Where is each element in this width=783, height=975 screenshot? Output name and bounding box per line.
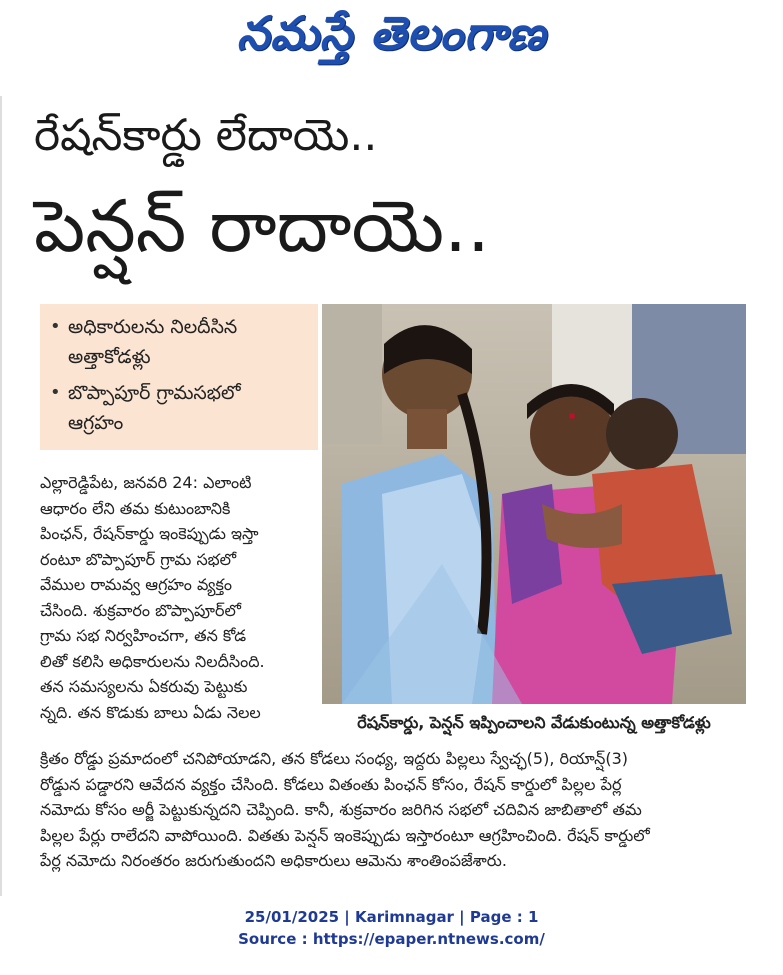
article-line: పిల్లల పేర్లు రాలేదని వాపోయింది. వితతు పెన్షన్ ఇంకెప్పుడు ఇస్తారంటూ ఆగ్రహించింది. రేషన్ కార్డులో [40,825,650,845]
masthead [0,0,783,78]
article-line: తన సమస్యలను ఏకరువు పెట్టుకు [40,677,248,696]
article-line: రంటూ బొప్పాపూర్ గ్రామ సభలో [40,549,237,569]
highlight-text: ఆగ్రహం [68,412,124,434]
article-line: ఎల్లారెడ్డిపేట, జనవరి 24: ఎలాంటి [40,473,252,492]
article-line: పేర్ల నమోదు నిరంతరం జరుగుతుందని అధికారులు ఆమెను శాంతింపజేశారు. [40,851,507,870]
footer-meta: 25/01/2025 | Karimnagar | Page : 1 [244,908,539,926]
article-line: ఆధారం లేని తమ కుటుంబానికి [40,498,231,518]
headline-line-1: రేషన్‌కార్డు లేదాయె.. [34,110,378,161]
article-full-width [40,746,752,874]
footer-source[interactable]: Source : https://epaper.ntnews.com/ [238,930,545,948]
headline-line-2: పెన్షన్ రాదాయె.. [34,184,490,268]
clip-edge-divider [0,96,2,896]
highlight-text: బొప్పాపూర్ గ్రామసభలో [68,382,241,404]
highlight-text: అత్తాకోడళ్లు [68,346,151,368]
article-line: న్నది. తన కొడుకు బాలు ఏడు నెలల [40,702,261,722]
article-line: క్రితం రోడ్డు ప్రమాదంలో చనిపోయాడని, తన కోడలు సంధ్య, ఇద్దరు పిల్లలు స్వేచ్ఛ(5), రియాన్ష్(3) [40,749,629,768]
highlight-item [50,312,308,372]
footer [0,906,783,950]
highlight-text: అధికారులను నిలదీసిన [68,316,238,338]
bullet-icon: • [50,316,61,337]
article-column [40,470,316,725]
article-line: వేముల రామవ్వ ఆగ్రహం వ్యక్తం [40,575,232,594]
highlights-box [40,304,318,450]
bullet-icon: • [50,382,61,403]
news-photo [322,304,746,704]
article-line: రోడ్డున పడ్డారని ఆవేదన వ్యక్తం చేసింది. కోడలు వితంతు పింఛన్ కోసం, రేషన్ కార్డులో పిల్లల పేర్ల [40,774,622,794]
masthead-logo: నమస్తే తెలంగాణ [236,6,547,60]
article-line: నమోదు కోసం అర్జీ పెట్టుకున్నదని చెప్పింది. కానీ, శుక్రవారం జరిగిన సభలో చదివిన జాబితాలో తమ [40,800,642,819]
article-line: పింఛన్, రేషన్‌కార్డు ఇంకెప్పుడు ఇస్తా [40,524,259,543]
article-line: లితో కలిసి అధికారులను నిలదీసింది. [40,651,265,671]
photo-illustration [322,304,746,704]
article-line: చేసింది. శుక్రవారం బొప్పాపూర్‌లో [40,600,241,620]
highlight-item [50,378,308,438]
photo-caption: రేషన్‌కార్డు, పెన్షన్ ఇప్పించాలని వేడుకుంటున్న అత్తాకోడళ్లు [322,704,746,744]
article-line: గ్రామ సభ నిర్వహించగా, తన కోడ [40,626,247,645]
